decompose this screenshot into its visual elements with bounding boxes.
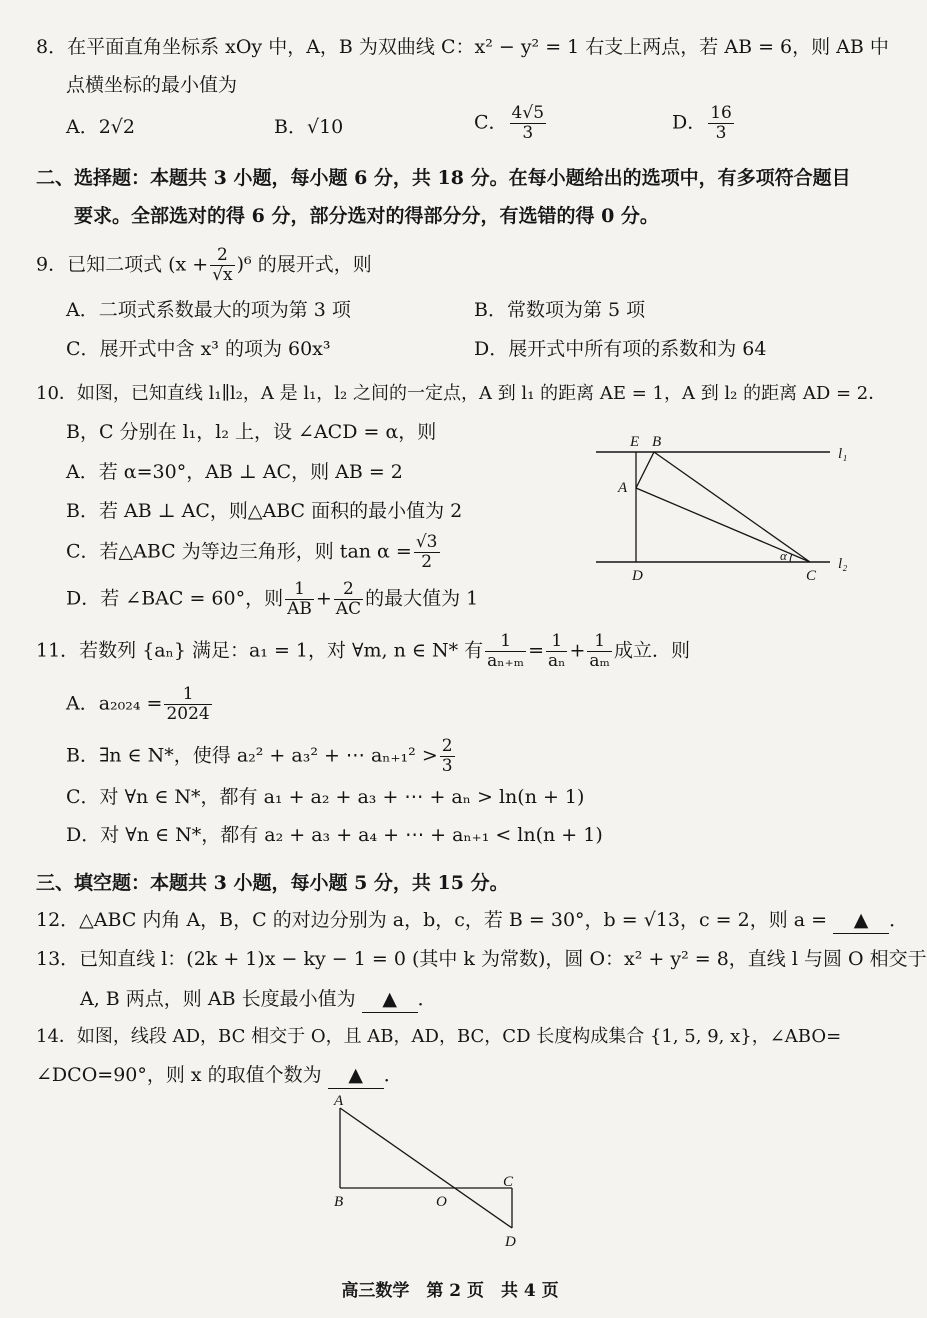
q10-option-d-frac1	[285, 580, 314, 619]
q11-frac2-num: 1	[546, 632, 568, 652]
q8-option-c-fraction	[510, 104, 546, 143]
q14-label-d: D	[505, 1234, 516, 1250]
q12-stem-text: 12．△ABC 内角 A，B，C 的对边分别为 a，b，c，若 B = 30°，b = √13，c = 2，则 a =	[36, 909, 828, 931]
q10-label-e: E	[630, 434, 640, 450]
q10-segment-ab	[636, 452, 654, 488]
q11-option-b-den: 3	[441, 756, 453, 776]
q10-label-c: C	[806, 568, 817, 584]
q11-stem-post: 成立．则	[613, 639, 690, 662]
q10-angle-arc	[790, 554, 792, 562]
q8-option-d	[672, 104, 736, 143]
q10-label-l2: l₂	[838, 556, 848, 572]
q9-option-b: B．常数项为第 5 项	[474, 299, 646, 321]
q10-option-a: A．若 α=30°，AB ⊥ AC，则 AB = 2	[66, 461, 403, 483]
q10-label-a: A	[618, 480, 628, 496]
q10-figure	[590, 428, 860, 588]
q11-option-a-pre: A．a₂₀₂₄ =	[66, 692, 163, 715]
q11-option-a-den: 2024	[166, 704, 210, 724]
q13-answer-blank: ▲	[362, 986, 418, 1013]
q10-label-b: B	[652, 434, 662, 450]
q10-option-c-den: 2	[421, 552, 433, 572]
q9-option-a: A．二项式系数最大的项为第 3 项	[66, 299, 351, 321]
q10-option-c-fraction	[414, 533, 440, 572]
q10-label-d: D	[632, 568, 643, 584]
q9-frac-num: 2	[210, 246, 234, 266]
q14-label-o: O	[436, 1194, 447, 1210]
q11-option-b	[66, 737, 457, 776]
q14-stem-line2	[36, 1062, 876, 1089]
q9-stem	[36, 246, 876, 285]
q10-option-d-frac2	[334, 580, 363, 619]
q9-option-c: C．展开式中含 x³ 的项为 60x³	[66, 338, 331, 360]
q9-stem-post: )⁶ 的展开式，则	[236, 253, 372, 276]
q10-stem-line1: 10．如图，已知直线 l₁∥l₂，A 是 l₁，l₂ 之间的一定点，A 到 l₁ 的距离 AE = 1，A 到 l₂ 的距离 AD = 2．	[36, 383, 887, 404]
q8-option-c-label: C．	[474, 111, 508, 134]
q11-option-d: D．对 ∀n ∈ N*，都有 a₂ + a₃ + a₄ + ⋯ + aₙ₊₁ < ln(n + 1)	[66, 824, 603, 846]
q10-label-alpha: α	[780, 548, 787, 563]
q13-stem-line2	[80, 986, 920, 1013]
q8-option-d-den: 3	[715, 123, 727, 143]
q13-end: ．	[417, 988, 437, 1010]
q8-option-d-fraction	[708, 104, 734, 143]
q11-plus: +	[569, 639, 586, 662]
page-footer: 高三数学 第 2 页 共 4 页	[341, 1281, 559, 1301]
q9-option-d: D．展开式中所有项的系数和为 64	[474, 338, 767, 360]
q14-stem-line1: 14．如图，线段 AD，BC 相交于 O，且 AB，AD，BC，CD 长度构成集合 {1, 5, 9, x}，∠ABO=	[36, 1026, 842, 1047]
q13-stem-line1: 13．已知直线 l：(2k + 1)x − ky − 1 = 0 (其中 k 为常数)，圆 O：x² + y² = 8，直线 l 与圆 O 相交于	[36, 948, 927, 970]
q14-end: ．	[383, 1064, 403, 1086]
q10-option-d-pre: D．若 ∠BAC = 60°，则	[66, 587, 284, 610]
q8-option-c	[474, 104, 548, 143]
q11-option-c: C．对 ∀n ∈ N*，都有 a₁ + a₂ + a₃ + ⋯ + aₙ > ln(n + 1)	[66, 786, 585, 808]
q11-frac2-den: aₙ	[547, 651, 566, 671]
q14-label-b: B	[334, 1194, 344, 1210]
q10-stem-line2: B，C 分别在 l₁，l₂ 上，设 ∠ACD = α，则	[66, 421, 437, 443]
q11-frac1-den: aₙ₊ₘ	[487, 651, 525, 671]
q8-stem-line2: 点横坐标的最小值为	[66, 74, 238, 96]
q14-label-a: A	[334, 1093, 344, 1109]
q10-option-d-frac2-num: 2	[334, 580, 363, 600]
q11-option-b-pre: B．∃n ∈ N*，使得 a₂² + a₃² + ⋯ aₙ₊₁² >	[66, 744, 438, 767]
q12-end: ．	[889, 909, 909, 931]
q11-frac1	[485, 632, 526, 671]
q14-figure	[326, 1090, 536, 1250]
q9-frac-den: √x	[212, 265, 233, 285]
q8-option-d-num: 16	[710, 103, 732, 123]
q11-frac3	[587, 632, 612, 671]
q10-option-d-post: 的最大值为 1	[365, 587, 479, 610]
q11-frac2	[546, 632, 568, 671]
q11-frac3-den: aₘ	[589, 651, 610, 671]
q11-eq: =	[528, 639, 544, 662]
q12-answer-blank: ▲	[833, 907, 889, 934]
q10-option-d-frac2-den: AC	[335, 599, 362, 619]
q10-option-b: B．若 AB ⊥ AC，则△ABC 面积的最小值为 2	[66, 500, 463, 522]
q10-option-d-frac1-num: 1	[285, 580, 314, 600]
section2-heading-line1: 二、选择题：本题共 3 小题，每小题 6 分，共 18 分。在每小题给出的选项中，有多项符合题目	[36, 167, 851, 189]
q10-option-d-frac1-den: AB	[287, 599, 312, 619]
q9-fraction	[210, 246, 234, 285]
q11-stem	[36, 632, 876, 671]
q14-segment-ad	[340, 1108, 512, 1228]
q11-stem-pre: 11．若数列 {aₙ} 满足：a₁ = 1，对 ∀m, n ∈ N* 有	[36, 639, 484, 662]
q14-stem-text: ∠DCO=90°，则 x 的取值个数为	[36, 1064, 322, 1086]
q11-option-b-num: 2	[441, 736, 453, 756]
q8-option-c-den: 3	[522, 123, 534, 143]
q10-option-c-pre: C．若△ABC 为等边三角形，则 tan α =	[66, 540, 412, 563]
q8-option-d-label: D．	[672, 111, 707, 134]
q11-option-b-fraction	[440, 737, 455, 776]
q10-option-d-plus: +	[315, 587, 332, 610]
q10-segment-bc	[654, 452, 810, 562]
q12-stem	[36, 907, 909, 934]
q10-label-l1: l₁	[838, 446, 848, 462]
q11-option-a	[66, 685, 214, 724]
q8-option-a: A．2√2	[66, 116, 136, 138]
q8-option-b: B．√10	[274, 116, 344, 138]
q11-frac3-num: 1	[587, 632, 612, 652]
q11-option-a-fraction	[164, 685, 211, 724]
q8-stem-line1: 8．在平面直角坐标系 xOy 中，A，B 为双曲线 C：x² − y² = 1 右支上两点，若 AB = 6，则 AB 中	[36, 36, 889, 58]
section3-heading: 三、填空题：本题共 3 小题，每小题 5 分，共 15 分。	[36, 872, 509, 894]
q9-stem-pre: 9．已知二项式 (x +	[36, 253, 209, 276]
q10-option-c	[66, 533, 442, 572]
q14-label-c: C	[503, 1174, 514, 1190]
q10-option-c-num: √3	[415, 532, 438, 552]
q13-stem-text: A, B 两点，则 AB 长度最小值为	[80, 988, 356, 1010]
q14-answer-blank: ▲	[328, 1062, 384, 1089]
q10-option-d	[66, 580, 478, 619]
q8-option-c-num: 4√5	[511, 103, 545, 123]
q11-frac1-num: 1	[485, 632, 526, 652]
q11-option-a-num: 1	[164, 685, 211, 705]
section2-heading-line2: 要求。全部选对的得 6 分，部分选对的得部分分，有选错的得 0 分。	[74, 205, 659, 227]
